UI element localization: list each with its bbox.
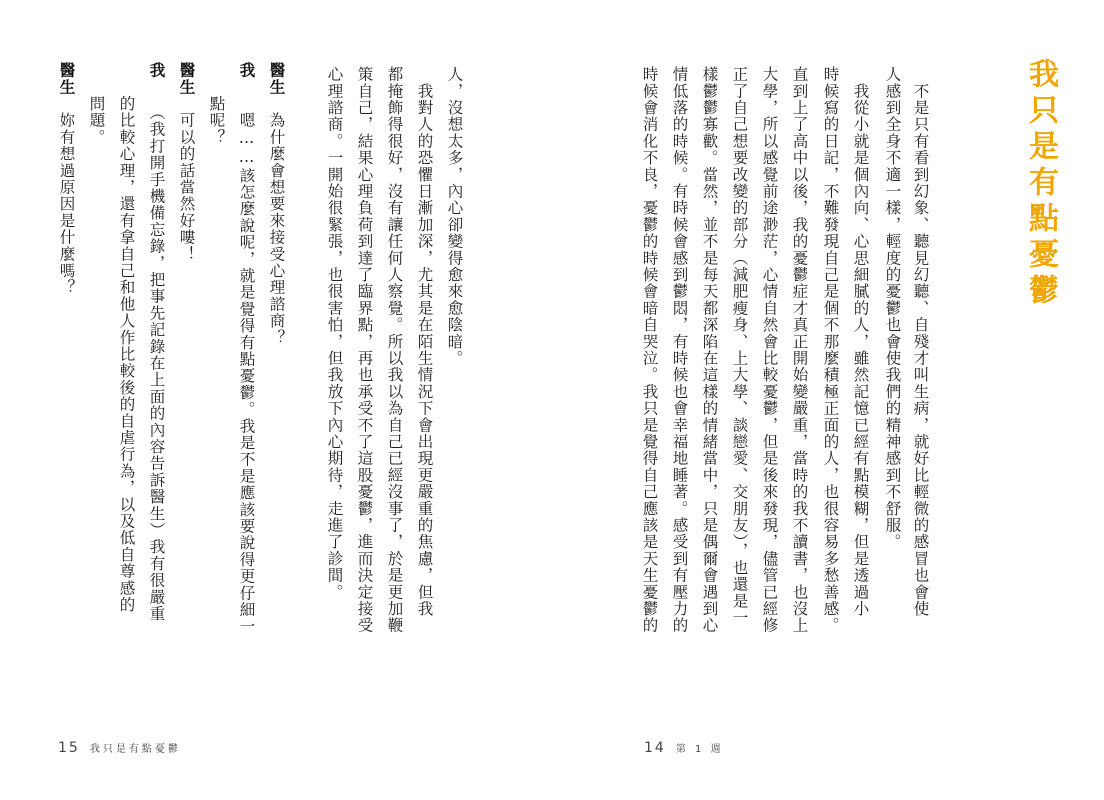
speaker-label: 醫生 (57, 62, 76, 96)
dialogue-line (178, 62, 194, 262)
body-line: 正了自己想要改變的部分（減肥瘦身、上大學、談戀愛、交朋友），也還是一 (730, 66, 749, 627)
dialogue-line (268, 62, 284, 346)
body-line (356, 66, 372, 634)
speaker-label: 醫生 (177, 62, 196, 96)
body-line: 不是只有看到幻象、聽見幻聽、自殘才叫生病，就好比輕微的感冒也會使 (911, 66, 930, 618)
line-text: 問題。 (87, 62, 106, 146)
dialogue-line (118, 62, 134, 613)
body-line (446, 66, 462, 367)
dialogue-line (148, 62, 164, 622)
speaker-label: 我 (147, 62, 166, 79)
page-number: 15 (58, 740, 80, 756)
line-text: 妳有想過原因是什麼嗎？ (57, 95, 76, 296)
line-text: 的比較心理，還有拿自己和他人作比較後的自虐行為，以及低自尊感的 (117, 62, 136, 614)
body-line: 時候會消化不良，憂鬱的時候會暗自哭泣。我只是覺得自己應該是天生憂鬱的 (640, 66, 659, 634)
dialogue-line (208, 62, 224, 146)
dialogue-line (58, 62, 74, 296)
speaker-label: 醫生 (267, 62, 286, 96)
line-text: 嗯……該怎麼說呢，就是覺得有點憂鬱。我是不是應該要說得更仔細一 (237, 78, 256, 635)
line-text: 為什麼會想要來接受心理諮商？ (267, 95, 286, 346)
body-line: 人感到全身不適一樣，輕度的憂鬱也會使我們的精神感到不舒服。 (883, 66, 902, 551)
line-text: 人，沒想太多，內心卻變得愈來愈陰暗。 (445, 66, 464, 367)
line-text: 點呢？ (207, 62, 226, 146)
body-line: 樣鬱鬱寡歡。當然，並不是每天都深陷在這樣的情緒當中，只是偶爾會遇到心 (700, 66, 719, 634)
body-line: 大學，所以感覺前途渺茫，心情自然會比較憂鬱，但是後來發現，儘管已經修 (760, 66, 779, 634)
line-text: 我對人的恐懼日漸加深，尤其是在陌生情況下會出現更嚴重的焦慮，但我 (415, 66, 434, 618)
line-text: 策自己，結果心理負荷到達了臨界點，再也承受不了這股憂鬱，進而決定接受 (355, 66, 374, 634)
line-text: 都掩飾得很好，沒有讓任何人察覺。所以我以為自己已經沒事了，於是更加鞭 (385, 66, 404, 634)
dialogue-line (238, 62, 254, 635)
body-line: 時候寫的日記，不難發現自己是個不那麼積極正面的人，也很容易多愁善感。 (821, 66, 840, 634)
line-text: 可以的話當然好嘍！ (177, 95, 196, 263)
page-number: 14 (644, 740, 666, 756)
dialogue-line (88, 62, 104, 146)
line-text: 心理諮商。一開始很緊張，也很害怕，但我放下內心期待，走進了診間。 (325, 66, 344, 601)
speaker-label: 我 (237, 62, 256, 79)
running-header: 我只是有點憂鬱 (89, 744, 181, 755)
body-line: 我從小就是個內向、心思細膩的人，雖然記憶已經有點模糊，但是透過小 (851, 66, 870, 618)
body-line: 直到上了高中以後，我的憂鬱症才真正開始變嚴重，當時的我不讀書，也沒上 (790, 66, 809, 634)
body-line: 情低落的時候。有時候會感到鬱悶，有時候也會幸福地睡著。感受到有壓力的 (670, 66, 689, 634)
body-line (386, 66, 402, 634)
left-page-footer (58, 740, 181, 756)
chapter-title: 我只是有點憂鬱 (1023, 58, 1058, 310)
line-text: （我打開手機備忘錄，把事先記錄在上面的內容告訴醫生）我有很嚴重 (147, 78, 166, 623)
running-header: 第 1 週 (675, 744, 724, 755)
right-page-footer (644, 740, 724, 756)
body-line (416, 66, 432, 617)
body-line (326, 66, 342, 600)
